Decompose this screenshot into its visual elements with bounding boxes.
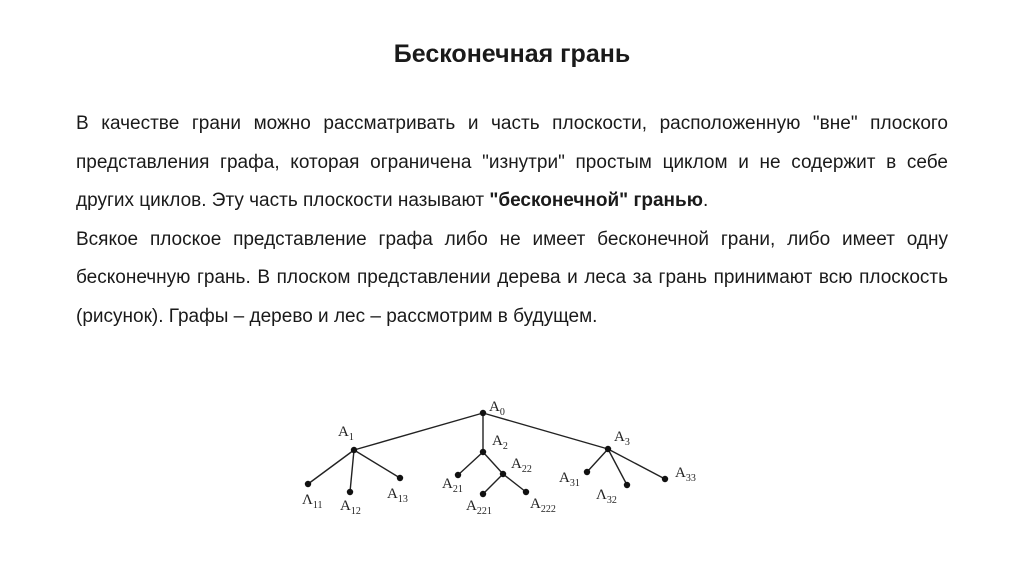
tree-node-A11 bbox=[305, 481, 311, 487]
tree-label-A221: $A_{221}$ bbox=[466, 498, 492, 517]
tree-node-A31 bbox=[584, 469, 590, 475]
tree-label-sub-A221: 221 bbox=[476, 506, 492, 517]
tree-node-A0 bbox=[480, 410, 486, 416]
tree-label-A31: $A_{31}$ bbox=[559, 470, 580, 489]
tree-label-sub-A1: 1 bbox=[348, 432, 354, 443]
tree-label-A222: $A_{222}$ bbox=[530, 496, 556, 515]
tree-edge-A1-A11 bbox=[308, 450, 354, 484]
tree-label-A21: $A_{21}$ bbox=[442, 476, 463, 495]
tree-label-A0: $A_0$ bbox=[489, 399, 505, 418]
tree-edge-A2-A21 bbox=[458, 452, 483, 475]
tree-edge-A22-A221 bbox=[483, 474, 503, 494]
tree-label-sub-A11: 11 bbox=[312, 500, 323, 511]
tree-label-sub-A3: 3 bbox=[624, 437, 630, 448]
tree-label-A22: $A_{22}$ bbox=[511, 456, 532, 475]
tree-label-sub-A32: 32 bbox=[606, 495, 617, 506]
tree-label-A3: $A_3$ bbox=[614, 429, 630, 448]
tree-edge-A0-A1 bbox=[354, 413, 483, 450]
tree-edge-A2-A22 bbox=[483, 452, 503, 474]
tree-figure bbox=[290, 395, 730, 525]
slide-title: Бесконечная грань bbox=[393, 40, 631, 68]
tree-edge-A1-A12 bbox=[350, 450, 354, 492]
paragraph-1-end: . bbox=[702, 190, 709, 211]
tree-edge-A22-A222 bbox=[503, 474, 526, 492]
tree-diagram bbox=[290, 395, 730, 525]
tree-label-sub-A0: 0 bbox=[499, 407, 505, 418]
tree-label-A11: $\Lambda_{11}$ bbox=[302, 492, 323, 511]
tree-label-sub-A31: 31 bbox=[569, 478, 580, 489]
tree-label-sub-A33: 33 bbox=[685, 473, 696, 484]
tree-node-A21 bbox=[455, 472, 461, 478]
tree-node-A13 bbox=[397, 475, 403, 481]
tree-node-A1 bbox=[351, 447, 357, 453]
tree-label-A2: $A_2$ bbox=[492, 433, 508, 452]
tree-node-A12 bbox=[347, 489, 353, 495]
tree-label-sub-A12: 12 bbox=[350, 506, 361, 517]
tree-label-sub-A222: 222 bbox=[540, 504, 556, 515]
tree-node-A22 bbox=[500, 471, 506, 477]
tree-label-A12: $A_{12}$ bbox=[340, 498, 361, 517]
tree-label-sub-A2: 2 bbox=[502, 441, 508, 452]
paragraph-infinite-face bbox=[76, 105, 948, 221]
tree-node-A222 bbox=[523, 489, 529, 495]
tree-node-A33 bbox=[662, 476, 668, 482]
tree-node-A2 bbox=[480, 449, 486, 455]
tree-label-sub-A13: 13 bbox=[397, 494, 408, 505]
tree-node-A32 bbox=[624, 482, 630, 488]
paragraph-tree-forest: Всякое плоское представление графа либо не имеет бесконечной грани, либо имеет одну бесконечную грань. В плоском представлении дерева и леса за грань принимают всю плоскость (рисунок). Графы – дерево и лес – рассмотрим в будущем. bbox=[76, 228, 948, 327]
tree-edge-A1-A13 bbox=[354, 450, 400, 478]
tree-edges bbox=[308, 413, 665, 494]
tree-label-A32: $\Lambda_{32}$ bbox=[596, 487, 617, 506]
tree-edge-A3-A31 bbox=[587, 449, 608, 472]
tree-label-sub-A22: 22 bbox=[521, 464, 532, 475]
tree-node-A3 bbox=[605, 446, 611, 452]
tree-label-A13: $A_{13}$ bbox=[387, 486, 408, 505]
slide-body bbox=[76, 105, 948, 336]
tree-node-A221 bbox=[480, 491, 486, 497]
paragraph-1-bold-term: "бесконечной" гранью bbox=[489, 190, 703, 211]
tree-label-A33: $A_{33}$ bbox=[675, 465, 696, 484]
tree-label-sub-A21: 21 bbox=[452, 484, 463, 495]
tree-label-A1: $A_1$ bbox=[338, 424, 354, 443]
paragraph-1-text: В качестве грани можно рассматривать и часть плоскости, расположенную "вне" плоского представления графа, которая ограничена "изнутри" простым циклом и не содержит в себе других циклов. Эту часть плоскости называют bbox=[76, 113, 948, 211]
